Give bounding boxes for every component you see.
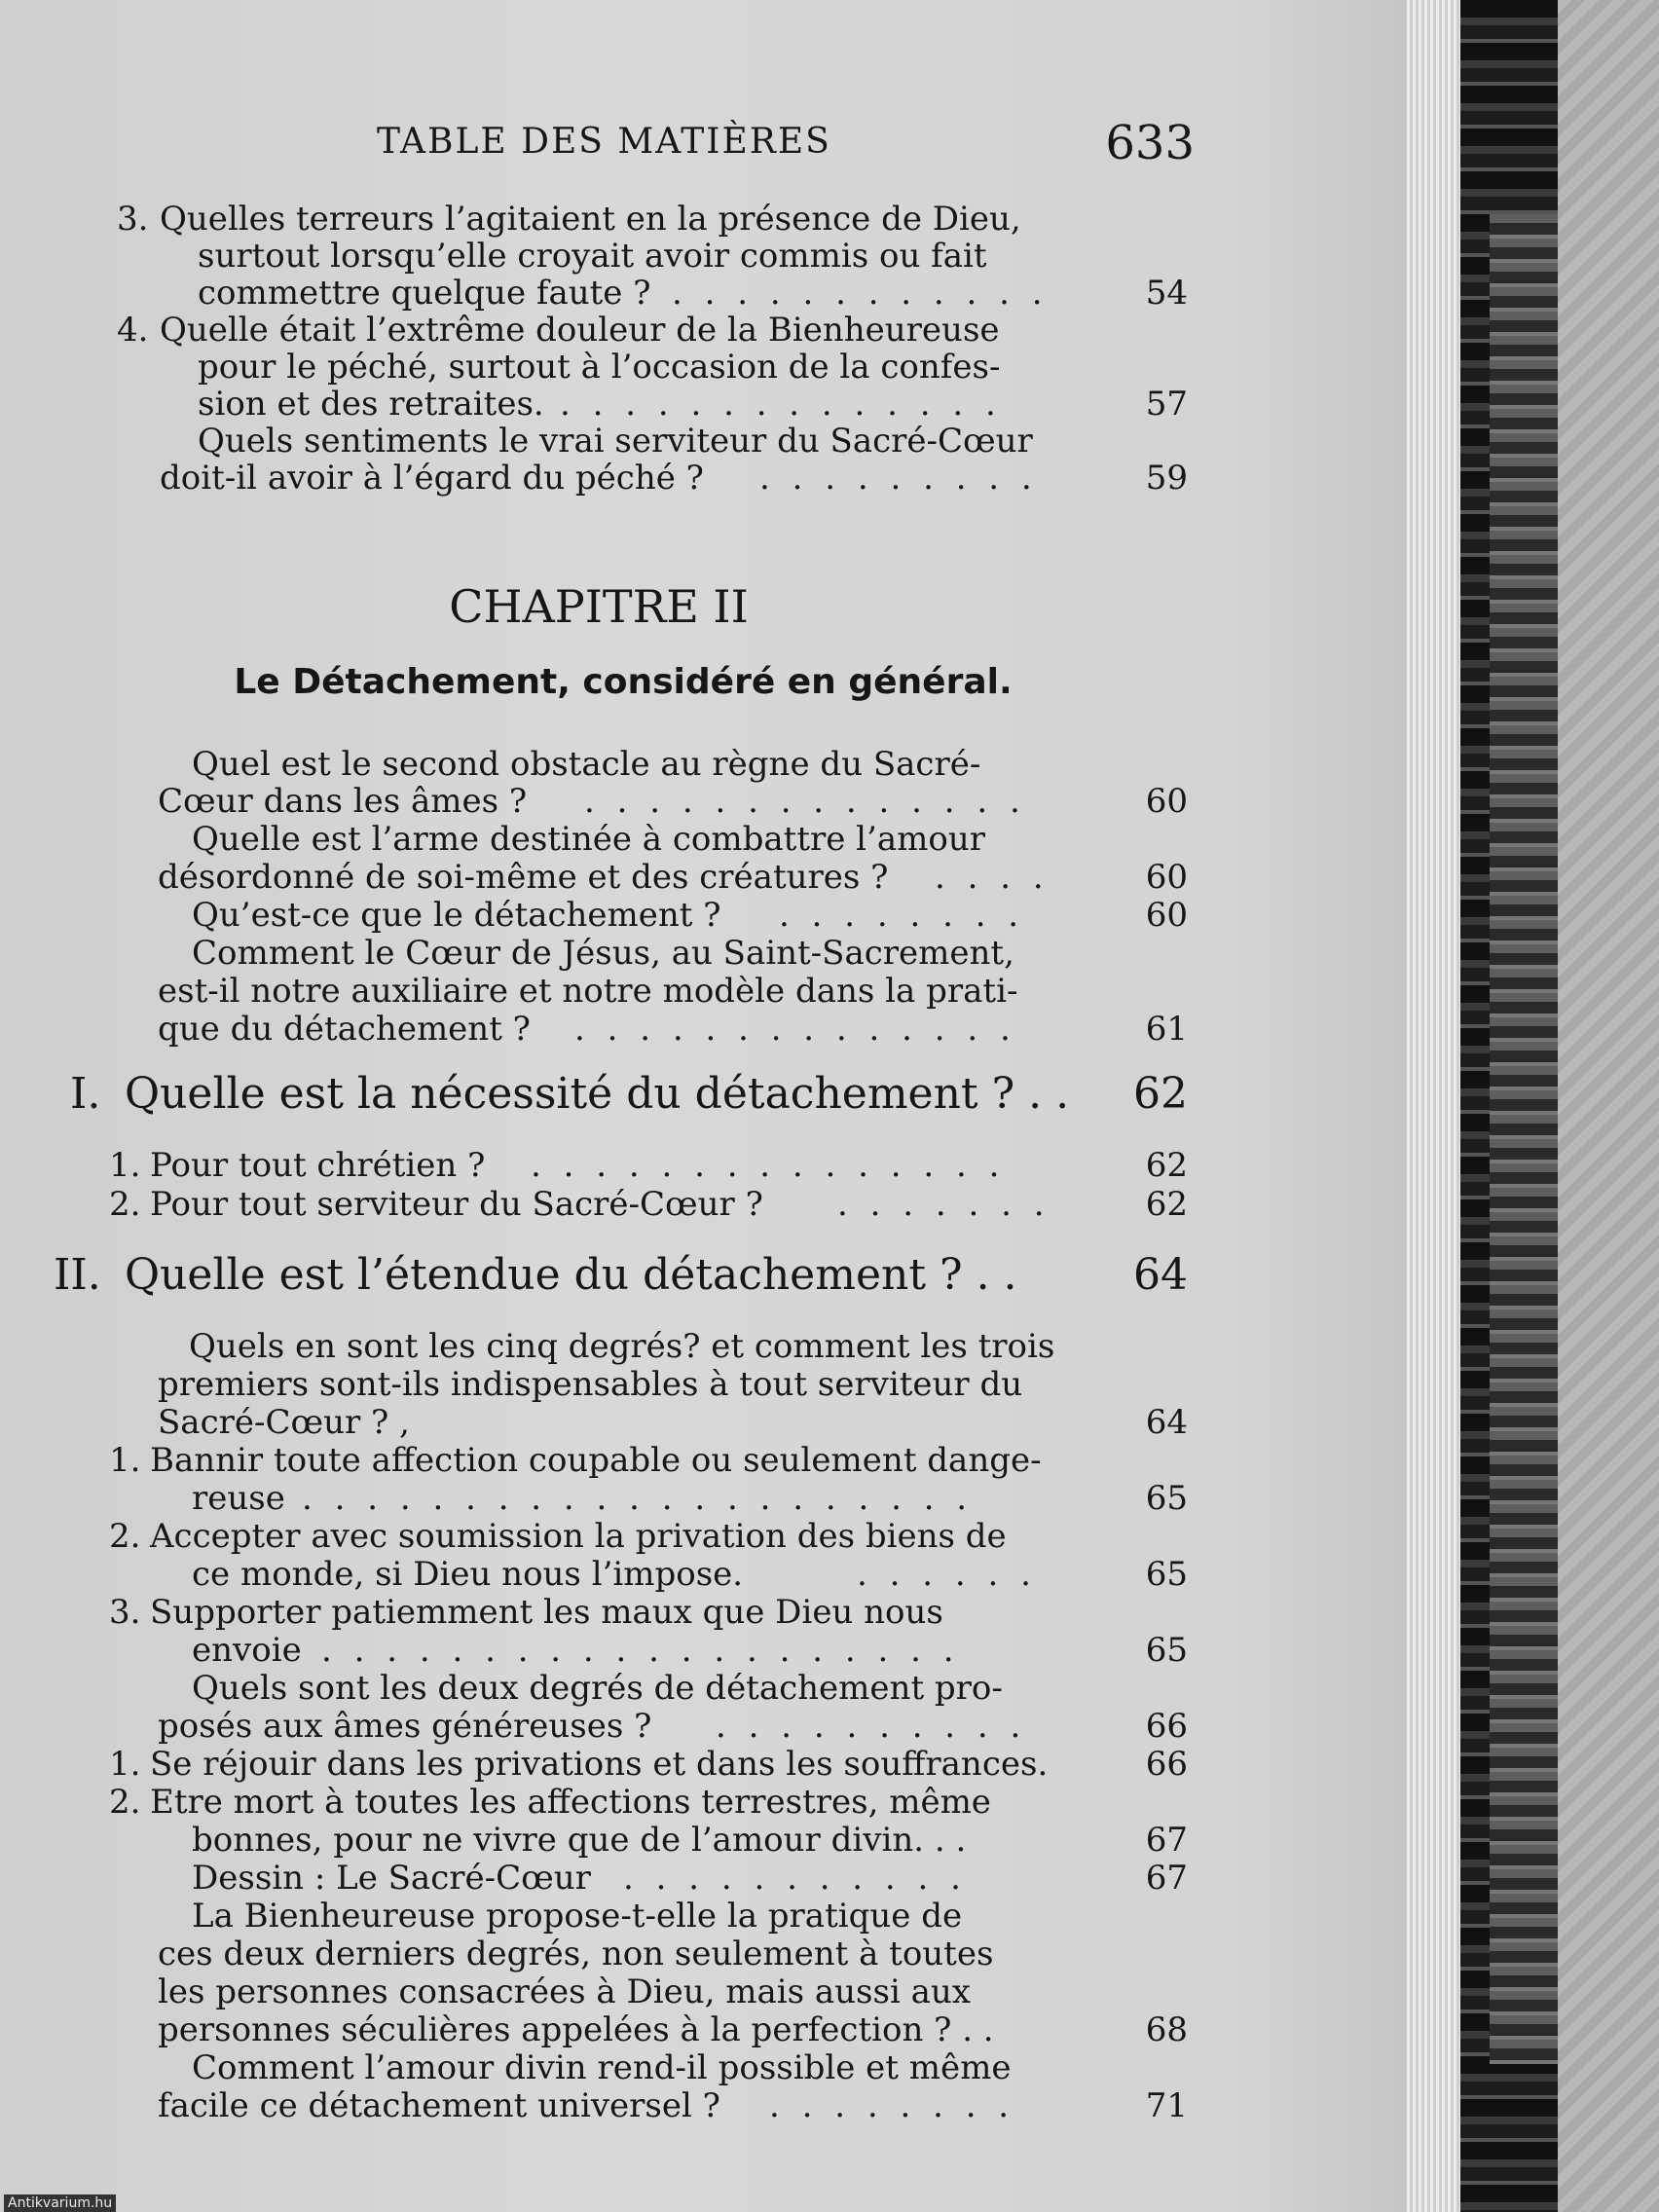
entry-number: 3. <box>109 1593 141 1632</box>
book-page: TABLE DES MATIÈRES 633 3. Quelles terreurs l’agitaient en la présence de Dieu, surtout lorsqu’elle croyait avoir commis ou fait commettre quelque faute ? . . . . . . . . . . . . 54 4. Quelle était l’extrême douleur de la Bienheureuse pour le péché, surtout à l’occasion de la confes- sion et des retraites. . . . . . . . . . . . . . . 57 Quels sentiments le vrai serviteur du Sacré-Cœur doit-il avoir à l’égard du péché ? . . . . . . . . . 59 CHAPITRE II Le Détachement, considéré en général. Quel est le second obstacle au règne du Sacré- Cœur dans les âmes ? . . . . . . . . . . . . . . 60 Quelle est l’arme destinée à combattre l’amour désordonné de soi-même et des créatures ? . . . . 60 Qu’est-ce que le détachement ? . . . . . . . . 60 Comment le Cœur de Jésus, au Saint-Sacrement, est-il notre auxiliaire et notre modèle dans la prati- que du détachement ? . . . . . . . . . . . . . . 61 I. Quelle est la nécessité du détachement ? . . 62 1. Pour tout chrétien ? . . . . . . . . . . . . . . . 62 2. Pour tout serviteur du Sacré-Cœur ? . . . . . . . 62 II. Quelle est l’étendue du détachement ? . . 64 Quels en sont les cinq degrés? et comment les trois premiers sont-ils indispensables à tout serviteur du Sacré-Cœur ? , 64 1. Bannir toute affection coupable ou seulement dange- reuse . . . . . . . . . . . . . . . . . . . . . 65 2. Accepter avec soumission la privation des biens de ce monde, si Dieu nous l’impose. . . . . . . 65 3. Supporter patiemment les maux que Dieu nous envoie . . . . . . . . . . . . . . . . . . . . 65 Quels sont les deux degrés de détachement pro- posés aux âmes généreuses ? . . . . . . . . . . 66 1. Se réjouir dans les privations et dans les souffrances. 66 2. Etre mort à toutes les affections terrestres, même bonnes, pour ne vivre que de l’amour divin. . . 67 Dessin : Le Sacré-Cœur . . . . . . . . . . . 67 La Bienheureuse propose-t-elle la pratique de ces deux derniers degrés, non seulement à toutes les personnes consacrées à Dieu, mais aussi aux personnes séculières appelées à la perfection ? . . 68 Comment l’amour divin rend-il possible et même facile ce détachement universel ? . . . . . . . . 71 <box>0 0 1460 2212</box>
entry-line: Comment l’amour divin rend-il possible et même <box>192 2048 1012 2087</box>
entry-page: 62 <box>1145 1185 1188 1224</box>
section-page: 62 <box>1133 1069 1188 1119</box>
entry-number: 2. <box>109 1783 141 1822</box>
section-page: 64 <box>1133 1250 1188 1300</box>
spine-wear <box>1490 214 1558 2064</box>
entry-line: reuse <box>192 1479 285 1518</box>
entry-line: Quelles terreurs l’agitaient en la présence de Dieu, <box>160 200 1021 239</box>
entry-number: 3. <box>117 200 149 239</box>
section-heading <box>0 1069 1188 1120</box>
entry-page: 60 <box>1145 782 1188 821</box>
entry-page: 54 <box>1145 274 1188 313</box>
entry-page: 65 <box>1145 1631 1188 1670</box>
entry-page: 60 <box>1145 858 1188 897</box>
entry-line: envoie <box>192 1631 302 1670</box>
entry-line: Bannir toute affection coupable ou seulement dange- <box>150 1441 1042 1480</box>
entry-page: 57 <box>1145 385 1188 424</box>
entry-page: 66 <box>1145 1745 1188 1784</box>
entry-line: Cœur dans les âmes ? <box>158 782 528 821</box>
entry-line: personnes séculières appelées à la perfection ? . . <box>158 2010 994 2049</box>
entry-number: 2. <box>109 1185 141 1224</box>
entry-line: Etre mort à toutes les affections terrestres, même <box>150 1783 991 1822</box>
entry-line: Quel est le second obstacle au règne du Sacré- <box>192 745 981 784</box>
entry-page: 67 <box>1145 1821 1188 1860</box>
entry-line: désordonné de soi-même et des créatures ? <box>158 858 889 897</box>
watermark: Antikvarium.hu <box>4 2194 116 2212</box>
entry-number: 4. <box>117 311 149 350</box>
entry-number: 2. <box>109 1517 141 1556</box>
chapter-title: CHAPITRE II <box>449 580 749 633</box>
section-heading <box>0 1250 1188 1301</box>
entry-line: Pour tout chrétien ? <box>150 1146 486 1185</box>
header-title: TABLE DES MATIÈRES <box>377 122 831 162</box>
running-header <box>377 116 1195 170</box>
entry-line: ces deux derniers degrés, non seulement à toutes <box>158 1935 994 1973</box>
entry-line: Sacré-Cœur ? , <box>158 1403 410 1442</box>
entry-line: Supporter patiemment les maux que Dieu nous <box>150 1593 943 1632</box>
entry-line: Quelle est l’arme destinée à combattre l’amour <box>192 820 985 859</box>
entry-line: commettre quelque faute ? <box>198 274 651 313</box>
entry-line: sion et des retraites. <box>198 385 544 424</box>
section-entry <box>0 1746 1188 1783</box>
entry-line: facile ce détachement universel ? <box>158 2086 720 2125</box>
entry-line: doit-il avoir à l’égard du péché ? <box>160 459 704 498</box>
entry-page: 71 <box>1145 2086 1188 2125</box>
entry-line: que du détachement ? <box>158 1010 531 1049</box>
entry-line: est-il notre auxiliaire et notre modèle dans la prati- <box>158 972 1018 1011</box>
entry-number: 1. <box>109 1441 141 1480</box>
entry-line: bonnes, pour ne vivre que de l’amour divin. . . <box>192 1821 967 1860</box>
entry-number: 1. <box>109 1745 141 1784</box>
entry-page: 62 <box>1145 1146 1188 1185</box>
entry-page: 67 <box>1145 1859 1188 1898</box>
section-number: I. <box>70 1069 101 1119</box>
entry-line: Quels sont les deux degrés de détachement pro- <box>192 1669 1003 1708</box>
entry-number: 1. <box>109 1146 141 1185</box>
entry-line: Pour tout serviteur du Sacré-Cœur ? <box>150 1185 763 1224</box>
entry-line: La Bienheureuse propose-t-elle la pratique de <box>192 1897 963 1936</box>
header-page-number: 633 <box>1105 116 1195 170</box>
page-edge <box>1407 0 1465 2212</box>
section-entry: Dessin : Le Sacré-Cœur . . . . . . . . . . . 67 <box>192 1859 1188 1898</box>
background-surface <box>1558 0 1659 2212</box>
entry-page: 60 <box>1145 896 1188 935</box>
entry-line: Dessin : Le Sacré-Cœur <box>192 1859 591 1898</box>
section-entry: 1. Pour tout chrétien ? . . . . . . . . . . . . . . . 62 <box>109 1146 1188 1185</box>
entry-line: Quels sentiments le vrai serviteur du Sacré-Cœur <box>198 422 1033 461</box>
entry-line: Accepter avec soumission la privation des biens de <box>150 1517 1007 1556</box>
entry-line: Se réjouir dans les privations et dans les souffrances. <box>150 1745 1049 1784</box>
section-number: II. <box>54 1250 101 1300</box>
entry-line: Quels en sont les cinq degrés? et comment les trois <box>189 1327 1055 1366</box>
entry-page: 65 <box>1145 1479 1188 1518</box>
entry-line: posés aux âmes généreuses ? <box>158 1707 652 1746</box>
section-title: Quelle est la nécessité du détachement ? . . <box>125 1069 1070 1119</box>
entry-line: pour le péché, surtout à l’occasion de la confes- <box>198 348 1001 387</box>
entry-page: 65 <box>1145 1555 1188 1594</box>
entry-line: Quelle était l’extrême douleur de la Bienheureuse <box>160 311 1000 350</box>
entry-line: Comment le Cœur de Jésus, au Saint-Sacrement, <box>192 934 1014 973</box>
chapter-subtitle: Le Détachement, considéré en général. <box>234 662 1013 702</box>
entry-page: 68 <box>1145 2010 1188 2049</box>
entry-page: 59 <box>1145 459 1188 498</box>
entry-line: surtout lorsqu’elle croyait avoir commis ou fait <box>198 237 987 276</box>
entry-line: Qu’est-ce que le détachement ? <box>192 896 721 935</box>
entry-line: les personnes consacrées à Dieu, mais aussi aux <box>158 1972 971 2011</box>
section-entry: 2. Pour tout serviteur du Sacré-Cœur ? . . . . . . . 62 <box>109 1185 1188 1224</box>
entry-page: 64 <box>1145 1403 1188 1442</box>
entry-line: premiers sont-ils indispensables à tout serviteur du <box>158 1365 1023 1404</box>
entry-page: 61 <box>1145 1010 1188 1049</box>
entry-page: 66 <box>1145 1707 1188 1746</box>
section-title: Quelle est l’étendue du détachement ? . . <box>125 1250 1017 1300</box>
entry-line: ce monde, si Dieu nous l’impose. <box>192 1555 744 1594</box>
